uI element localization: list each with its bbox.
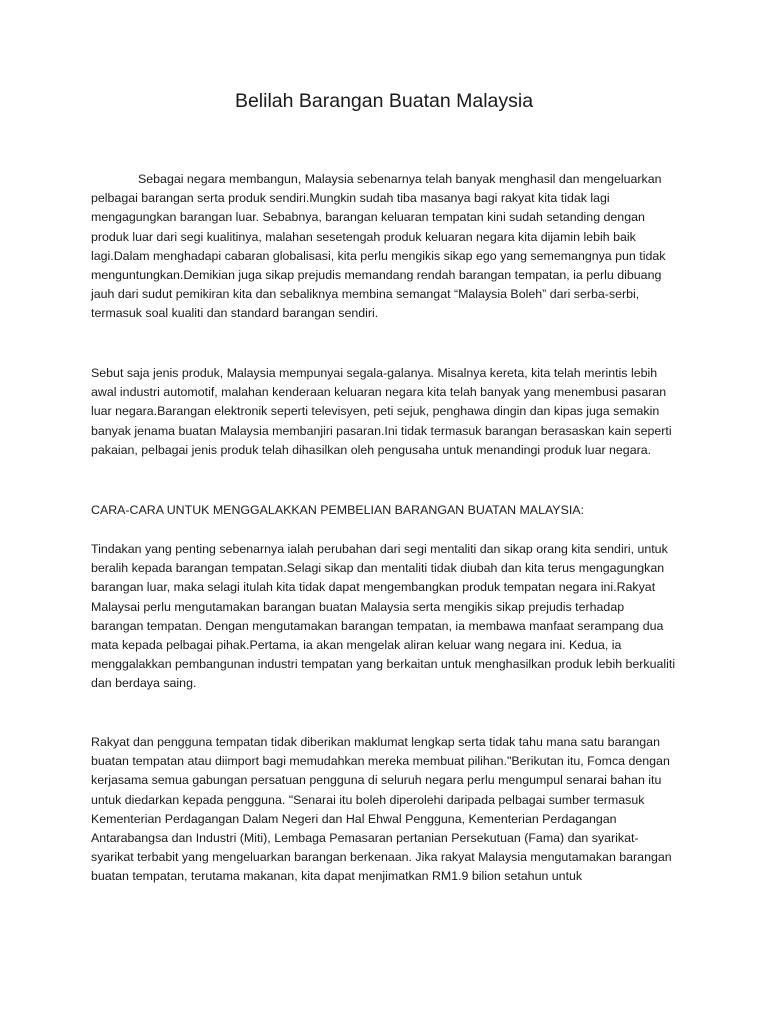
section-heading: CARA-CARA UNTUK MENGGALAKKAN PEMBELIAN BARANGAN BUATAN MALAYSIA:: [91, 503, 584, 517]
paragraph-intro: Sebagai negara membangun, Malaysia sebenarnya telah banyak menghasil dan mengeluarkan pelbagai barangan serta produk sendiri.Mungkin sudah tiba masanya bagi rakyat kita tidak lagi mengagungkan barangan luar. Sebabnya, barangan keluaran tempatan kini sudah setanding dengan produk luar dari segi kualitinya, malahan sesetengah produk keluaran negara kita dijamin lebih baik lagi.Dalam menghadapi cabaran globalisasi, kita perlu mengikis sikap ego yang sememangnya pun tidak menguntungkan.Demikian juga sikap prejudis memandang rendah barangan tempatan, ia perlu dibuang jauh dari sudut pemikiran kita dan sebaliknya membina semangat “Malaysia Boleh” dari serba-serbi, termasuk soal kualiti dan standard barangan sendiri.: [91, 172, 666, 321]
document-title: Belilah Barangan Buatan Malaysia: [234, 90, 534, 112]
paragraph-actions: Tindakan yang penting sebenarnya ialah perubahan dari segi mentaliti dan sikap orang kita sendiri, untuk beralih kepada barangan tempatan.Selagi sikap dan mentaliti tidak diubah dan kita terus mengagungkan barangan luar, maka selagi itulah kita tidak dapat mengembangkan produk tempatan negara ini.Rakyat Malaysai perlu mengutamakan barangan buatan Malaysia serta mengikis sikap prejudis terhadap barangan tempatan. Dengan mengutamakan barangan tempatan, ia membawa manfaat serampang dua mata kepada pelbagai pihak.Pertama, ia akan mengelak aliran keluar wang negara ini. Kedua, ia menggalakkan pembangunan industri tempatan yang berkaitan untuk menghasilkan produk lebih berkualiti dan berdaya saing.: [91, 542, 676, 691]
paragraph-consumers: Rakyat dan pengguna tempatan tidak diberikan maklumat lengkap serta tidak tahu mana satu barangan buatan tempatan atau diimport bagi memudahkan mereka membuat pilihan."Berikutan itu, Fomca dengan kerjasama semua gabungan persatuan pengguna di seluruh negara perlu mengumpul senarai bahan itu untuk diedarkan kepada pengguna. "Senarai itu boleh diperolehi daripada pelbagai sumber termasuk Kementerian Perdagangan Dalam Negeri dan Hal Ehwal Pengguna, Kementerian Perdagangan Antarabangsa dan Industri (Miti), Lembaga Pemasaran pertanian Persekutuan (Fama) dan syarikat-syarikat terbabit yang mengeluarkan barangan berkenaan. Jika rakyat Malaysia mengutamakan barangan buatan tempatan, terutama makanan, kita dapat menjimatkan RM1.9 bilion setahun untuk: [91, 735, 672, 884]
paragraph-products: Sebut saja jenis produk, Malaysia mempunyai segala-galanya. Misalnya kereta, kita telah merintis lebih awal industri automotif, malahan kenderaan keluaran negara kita telah banyak yang menembusi pasaran luar negara.Barangan elektronik seperti televisyen, peti sejuk, penghawa dingin dan kipas juga semakin banyak jenama buatan Malaysia membanjiri pasaran.Ini tidak termasuk barangan berasaskan kain seperti pakaian, pelbagai jenis produk telah dihasilkan oleh pengusaha untuk menandingi produk luar negara.: [91, 366, 672, 457]
